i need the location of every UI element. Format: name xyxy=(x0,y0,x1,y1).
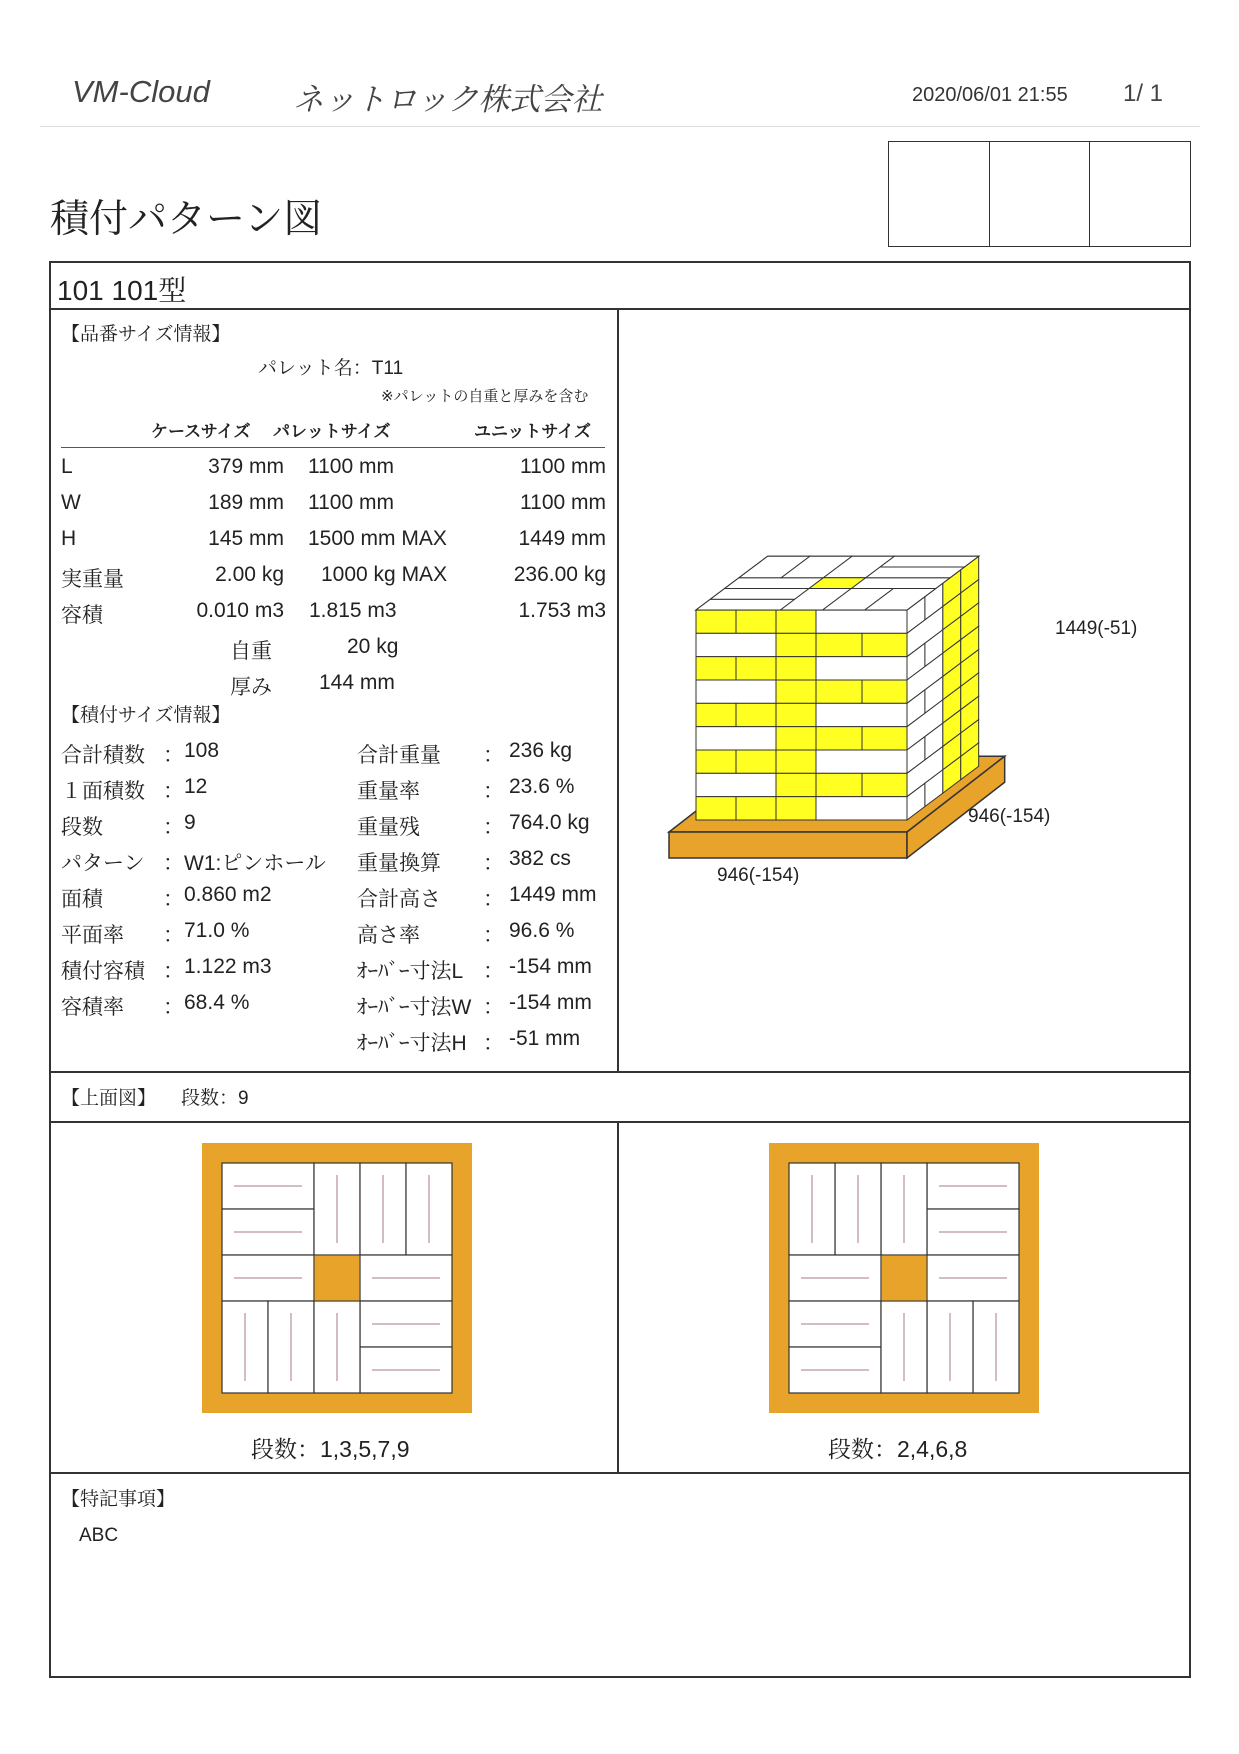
case-face xyxy=(816,773,862,796)
case-face xyxy=(696,750,736,773)
layer-pattern-odd xyxy=(202,1143,472,1413)
front-dimension-label: 946(-154) xyxy=(717,865,800,886)
stack-info-colon: ： xyxy=(483,888,504,911)
case-face xyxy=(736,610,776,633)
stack-info-value: 108 xyxy=(184,739,220,762)
side-dimension-label: 946(-154) xyxy=(968,806,1051,827)
case-top xyxy=(710,588,809,599)
case-box xyxy=(268,1301,314,1393)
case-box xyxy=(222,1301,268,1393)
case-face xyxy=(696,680,776,703)
case-face xyxy=(736,703,776,726)
case-value: 379 mm xyxy=(208,455,284,478)
row-label: 容積 xyxy=(61,604,103,627)
pallet-value: 1100 mm xyxy=(308,491,394,514)
stack-info-colon: ： xyxy=(163,816,184,839)
stack-info-value: 9 xyxy=(184,811,196,834)
company-name: ネットロック株式会社 xyxy=(293,82,603,118)
stack-info-colon: ： xyxy=(163,996,184,1019)
stack-info-label: ｵｰﾊﾞｰ寸法H xyxy=(357,1032,467,1055)
case-face xyxy=(862,727,907,750)
stack-info-colon: ： xyxy=(483,816,504,839)
stack-info-colon: ： xyxy=(483,996,504,1019)
pallet-3d-view xyxy=(618,310,1188,1070)
case-top xyxy=(866,567,965,578)
app-name: VM-Cloud xyxy=(72,74,210,109)
case-box xyxy=(881,1301,927,1393)
case-box xyxy=(222,1255,314,1301)
case-face xyxy=(696,610,736,633)
stack-info-colon: ： xyxy=(483,852,504,875)
case-top xyxy=(880,556,979,567)
stack-info-value: -154 mm xyxy=(509,991,592,1014)
stack-info-label: ｵｰﾊﾞｰ寸法W xyxy=(357,996,472,1019)
case-face xyxy=(736,797,776,820)
case-value: 2.00 kg xyxy=(215,563,284,586)
pattern-even-caption: 段数：2,4,6,8 xyxy=(828,1436,968,1462)
stack-info-colon: ： xyxy=(483,960,504,983)
col-header-case: ケースサイズ xyxy=(151,422,251,441)
stack-info-label: 重量率 xyxy=(357,780,420,803)
self-weight-value: 20 kg xyxy=(347,635,399,658)
document-frame xyxy=(49,261,1191,1678)
case-face xyxy=(816,657,907,680)
stack-info-colon: ： xyxy=(163,780,184,803)
stack-info-value: 71.0 % xyxy=(184,919,250,942)
stamp-box-3 xyxy=(1090,142,1190,246)
case-box xyxy=(973,1301,1019,1393)
notes-section-label: 【特記事項】 xyxy=(61,1489,176,1510)
unit-value: 1100 mm xyxy=(520,491,606,514)
stack-info-label: 段数 xyxy=(61,816,103,839)
stack-info-colon: ： xyxy=(483,744,504,767)
case-box xyxy=(789,1255,881,1301)
case-face xyxy=(696,773,776,796)
height-dimension-label: 1449(-51) xyxy=(1055,618,1138,639)
pallet-value: 1.815 m3 xyxy=(309,599,397,622)
stack-info-colon: ： xyxy=(483,924,504,947)
case-face xyxy=(736,750,776,773)
stack-info-value: W1:ピンホール xyxy=(184,852,326,875)
stack-info-label: 合計重量 xyxy=(357,744,441,767)
case-box xyxy=(360,1163,406,1255)
pallet-value: 1000 kg MAX xyxy=(321,563,448,586)
stack-info-value: 12 xyxy=(184,775,208,798)
stack-info-label: 重量残 xyxy=(357,816,420,839)
case-box xyxy=(314,1301,360,1393)
stack-info-label: 容積率 xyxy=(61,996,124,1019)
case-face xyxy=(696,727,776,750)
stack-info-label: 重量換算 xyxy=(357,852,441,875)
case-box xyxy=(789,1163,835,1255)
case-box xyxy=(314,1163,360,1255)
stack-info-value: 96.6 % xyxy=(509,919,575,942)
print-datetime: 2020/06/01 21:55 xyxy=(912,84,1068,106)
unit-value: 1449 mm xyxy=(518,527,606,550)
stack-info-label: ｵｰﾊﾞｰ寸法L xyxy=(357,960,464,983)
unit-value: 1100 mm xyxy=(520,455,606,478)
col-header-unit: ユニットサイズ xyxy=(474,422,591,441)
stack-info-colon: ： xyxy=(163,888,184,911)
stack-info-colon: ： xyxy=(483,780,504,803)
case-face xyxy=(736,657,776,680)
case-box xyxy=(360,1255,452,1301)
row-label: L xyxy=(61,455,73,478)
divider-line xyxy=(617,1121,619,1472)
stack-info-value: 382 cs xyxy=(509,847,571,870)
stamp-box-1 xyxy=(889,142,990,246)
stack-info-colon: ： xyxy=(163,924,184,947)
case-top xyxy=(725,578,824,589)
case-face xyxy=(776,680,816,703)
case-box xyxy=(789,1301,881,1347)
stack-info-value: 1.122 m3 xyxy=(184,955,272,978)
thickness-label: 厚み xyxy=(230,676,272,699)
stack-info-value: -154 mm xyxy=(509,955,592,978)
case-box xyxy=(881,1163,927,1255)
stack-info-colon: ： xyxy=(163,960,184,983)
case-face xyxy=(776,703,816,726)
row-label: 実重量 xyxy=(61,568,124,591)
stamp-box-2 xyxy=(990,142,1091,246)
approval-stamp-boxes xyxy=(888,141,1191,247)
case-face xyxy=(862,773,907,796)
case-face xyxy=(816,680,862,703)
case-face xyxy=(816,797,907,820)
row-label: W xyxy=(61,491,81,514)
case-face xyxy=(816,610,907,633)
stack-info-label: １面積数 xyxy=(61,780,145,803)
page-title: 積付パターン図 xyxy=(50,197,323,242)
stack-info-label: 平面率 xyxy=(61,924,124,947)
case-face xyxy=(816,727,862,750)
case-top xyxy=(696,599,795,610)
self-weight-label: 自重 xyxy=(230,640,272,663)
case-face xyxy=(776,797,816,820)
case-face xyxy=(696,633,776,656)
case-face xyxy=(776,657,816,680)
item-info-section-label: 【品番サイズ情報】 xyxy=(61,324,231,345)
case-box xyxy=(835,1163,881,1255)
col-header-pallet: パレットサイズ xyxy=(273,422,391,441)
stack-info-label: 積付容積 xyxy=(61,960,145,983)
case-face xyxy=(816,633,862,656)
table-header-rule xyxy=(61,447,605,448)
stack-info-label: 合計高さ xyxy=(357,888,441,911)
case-face xyxy=(816,703,907,726)
unit-value: 1.753 m3 xyxy=(518,599,606,622)
stack-info-label: パターン xyxy=(61,852,145,875)
notes-text: ABC xyxy=(79,1525,119,1546)
case-face xyxy=(862,680,907,703)
pallet-value: 1500 mm MAX xyxy=(308,527,447,550)
case-value: 0.010 m3 xyxy=(196,599,284,622)
center-gap xyxy=(881,1255,927,1301)
center-gap xyxy=(314,1255,360,1301)
stack-info-label: 面積 xyxy=(61,888,103,911)
product-name: 101 101型 xyxy=(57,275,187,306)
case-face xyxy=(696,797,736,820)
case-box xyxy=(927,1209,1019,1255)
page-number: 1/ 1 xyxy=(1123,80,1164,107)
case-box xyxy=(406,1163,452,1255)
stack-info-label: 合計積数 xyxy=(61,744,145,767)
unit-value: 236.00 kg xyxy=(513,563,606,586)
case-box xyxy=(927,1301,973,1393)
pallet-name: パレット名：T11 xyxy=(258,358,404,379)
case-box xyxy=(360,1301,452,1347)
stack-info-colon: ： xyxy=(163,744,184,767)
case-top xyxy=(851,578,950,589)
header-divider xyxy=(40,126,1200,127)
stack-info-value: 236 kg xyxy=(509,739,573,762)
case-box xyxy=(927,1163,1019,1209)
case-face xyxy=(776,727,816,750)
case-value: 145 mm xyxy=(208,527,284,550)
stack-info-section-label: 【積付サイズ情報】 xyxy=(61,705,231,726)
case-box xyxy=(789,1347,881,1393)
stack-info-colon: ： xyxy=(163,852,184,875)
pallet-front xyxy=(669,832,907,858)
case-face xyxy=(776,750,816,773)
divider-line xyxy=(51,1472,1189,1474)
row-label: H xyxy=(61,527,77,550)
case-value: 189 mm xyxy=(208,491,284,514)
stack-info-value: 764.0 kg xyxy=(509,811,590,834)
layer-pattern-even xyxy=(769,1143,1039,1413)
case-face xyxy=(816,750,907,773)
case-face xyxy=(862,633,907,656)
stack-info-colon: ： xyxy=(483,1032,504,1055)
divider-line xyxy=(51,1071,1189,1073)
stack-info-value: 1449 mm xyxy=(509,883,597,906)
thickness-value: 144 mm xyxy=(319,671,395,694)
pallet-value: 1100 mm xyxy=(308,455,394,478)
divider-line xyxy=(51,1121,1189,1123)
pattern-odd-caption: 段数：1,3,5,7,9 xyxy=(251,1436,410,1462)
stack-info-value: 23.6 % xyxy=(509,775,575,798)
stack-info-value: 68.4 % xyxy=(184,991,250,1014)
stack-info-value: 0.860 m2 xyxy=(184,883,272,906)
case-box xyxy=(360,1347,452,1393)
stack-info-label: 高さ率 xyxy=(357,924,420,947)
case-box xyxy=(222,1209,314,1255)
case-face xyxy=(696,657,736,680)
case-face xyxy=(776,633,816,656)
top-view-tiers: 段数：9 xyxy=(181,1088,249,1109)
case-face xyxy=(696,703,736,726)
pallet-note: ※パレットの自重と厚みを含む xyxy=(381,388,589,405)
case-face xyxy=(776,610,816,633)
case-box xyxy=(927,1255,1019,1301)
stack-info-value: -51 mm xyxy=(509,1027,581,1050)
top-view-section-label: 【上面図】 xyxy=(61,1088,157,1109)
case-face xyxy=(776,773,816,796)
case-box xyxy=(222,1163,314,1209)
